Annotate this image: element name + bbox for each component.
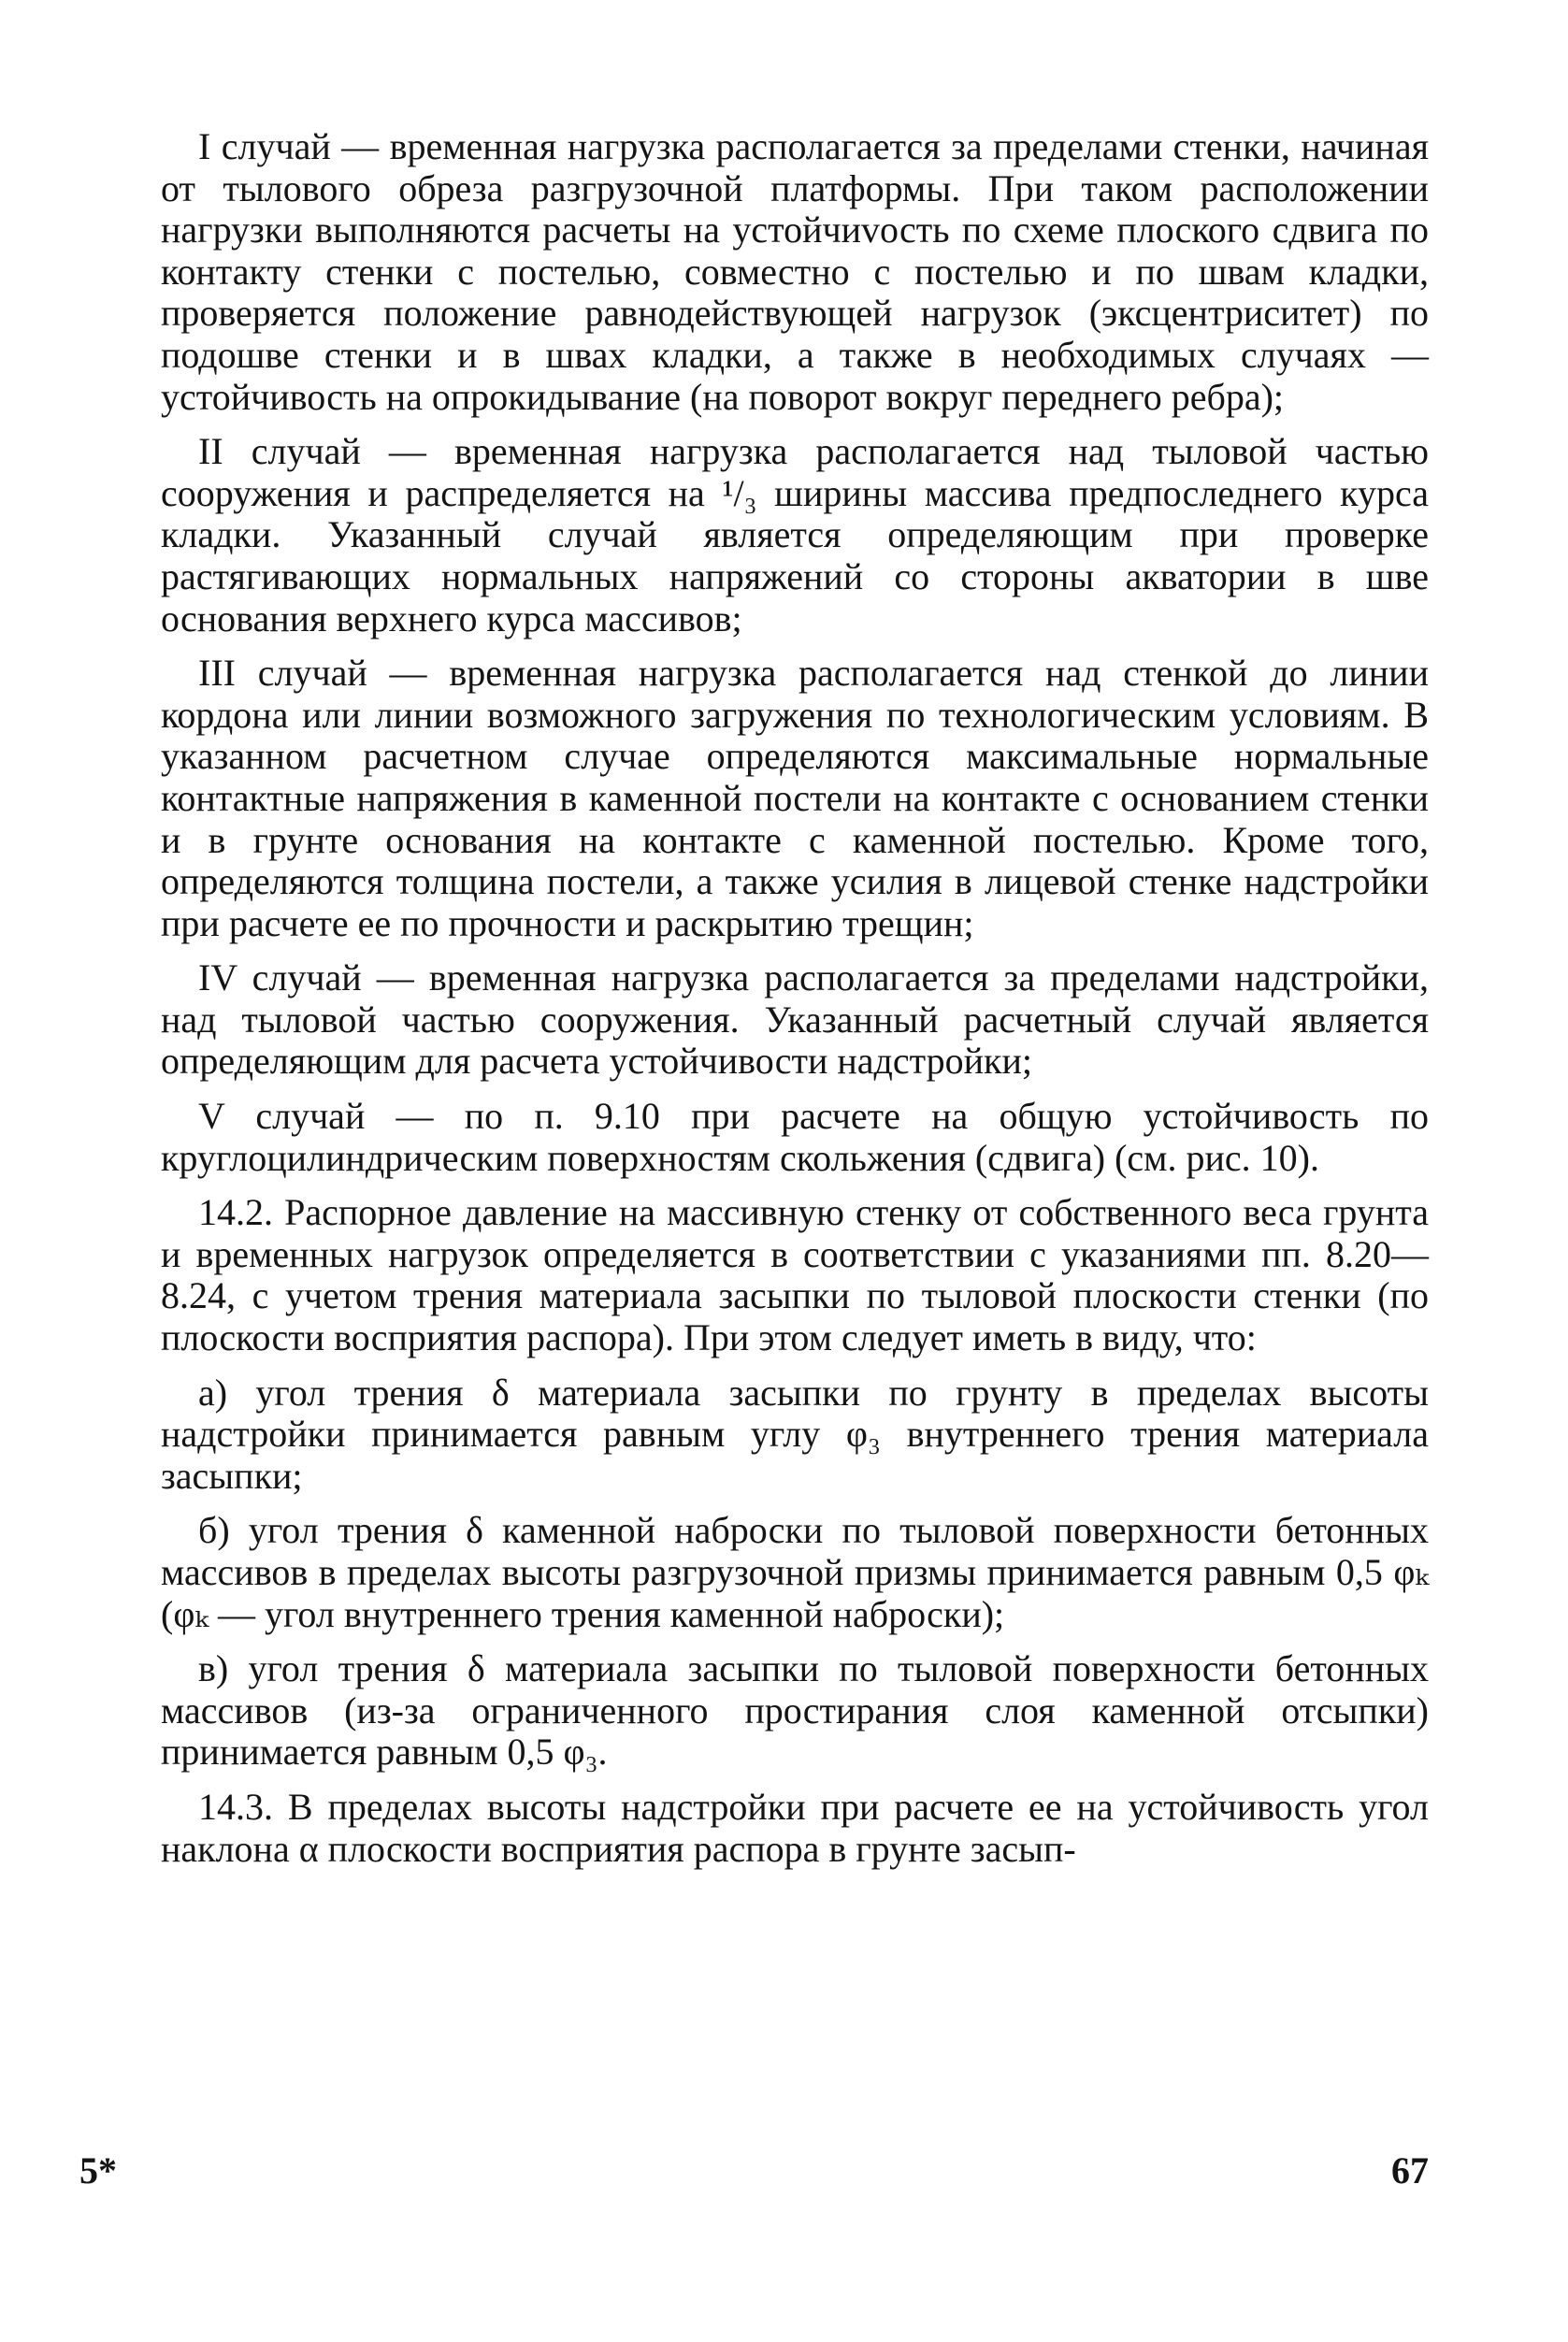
paragraph-item-a: а) угол трения δ материала засыпки по грунту в пределах высоты надстройки принимается равным углу φ₃ внутреннего трения материала засыпки; bbox=[161, 1371, 1429, 1497]
paragraph-case-4: IV случай — временная нагрузка располагается за пределами надстройки, над тыловой частью сооружения. Указанный расчетный случай является определяющим для расчета устойчивости надстройки; bbox=[161, 956, 1429, 1083]
signature-mark: 5* bbox=[79, 2149, 117, 2191]
page-number: 67 bbox=[1391, 2149, 1429, 2191]
paragraph-case-1: I случай — временная нагрузка располагается за пределами стенки, начиная от тылового обреза разгрузочной платформы. При таком расположении нагрузки выполняются расчеты на устойчиvость по схеме плоского сдвига по контакту стенки с постелью, совместно с постелью и по швам кладки, проверяется положение равнодействующей нагрузок (эксцентриситет) по подошве стенки и в швах кладки, а также в необходимых случаях — устойчивость на опрокидывание (на поворот вокруг переднего ребра); bbox=[161, 125, 1429, 418]
paragraph-case-2: II случай — временная нагрузка располагается над тыловой частью сооружения и распределяется на ¹/₃ ширины массива предпоследнего курса кладки. Указанный случай является определяющим при проверке растягивающих нормальных напряжений со стороны акватории в шве основания верхнего курса массивов; bbox=[161, 430, 1429, 639]
paragraph-14-2: 14.2. Распорное давление на массивную стенку от собственного веса грунта и временных нагрузок определяется в соответствии с указаниями пп. 8.20—8.24, с учетом трения материала засыпки по тыловой плоскости стенки (по плоскости восприятия распора). При этом следует иметь в виду, что: bbox=[161, 1191, 1429, 1359]
paragraph-item-v: в) угол трения δ материала засыпки по тыловой поверхности бетонных массивов (из-за ограниченного простирания слоя каменной отсыпки) принимается равным 0,5 φ₃. bbox=[161, 1647, 1429, 1774]
paragraph-14-3: 14.3. В пределах высоты надстройки при расчете ее на устойчивость угол наклона α плоскости восприятия распора в грунте засып- bbox=[161, 1785, 1429, 1870]
paragraph-item-b: б) угол трения δ каменной наброски по тыловой поверхности бетонных массивов в пределах высоты разгрузочной призмы принимается равным 0,5 φₖ (φₖ — угол внутреннего трения каменной наброски); bbox=[161, 1509, 1429, 1635]
paragraph-case-3: III случай — временная нагрузка располагается над стенкой до линии кордона или линии возможного загружения по технологическим условиям. В указанном расчетном случае определяются максимальные нормальные контактные напряжения в каменной постели на контакте с основанием стенки и в грунте основания на контакте с каменной постелью. Кроме того, определяются толщина постели, а также усилия в лицевой стенке надстройки при расчете ее по прочности и раскрытию трещин; bbox=[161, 652, 1429, 944]
body-text bbox=[161, 126, 1429, 1883]
paragraph-case-5: V случай — по п. 9.10 при расчете на общую устойчивость по круглоцилиндрическим поверхностям скольжения (сдвига) (см. рис. 10). bbox=[161, 1095, 1429, 1179]
